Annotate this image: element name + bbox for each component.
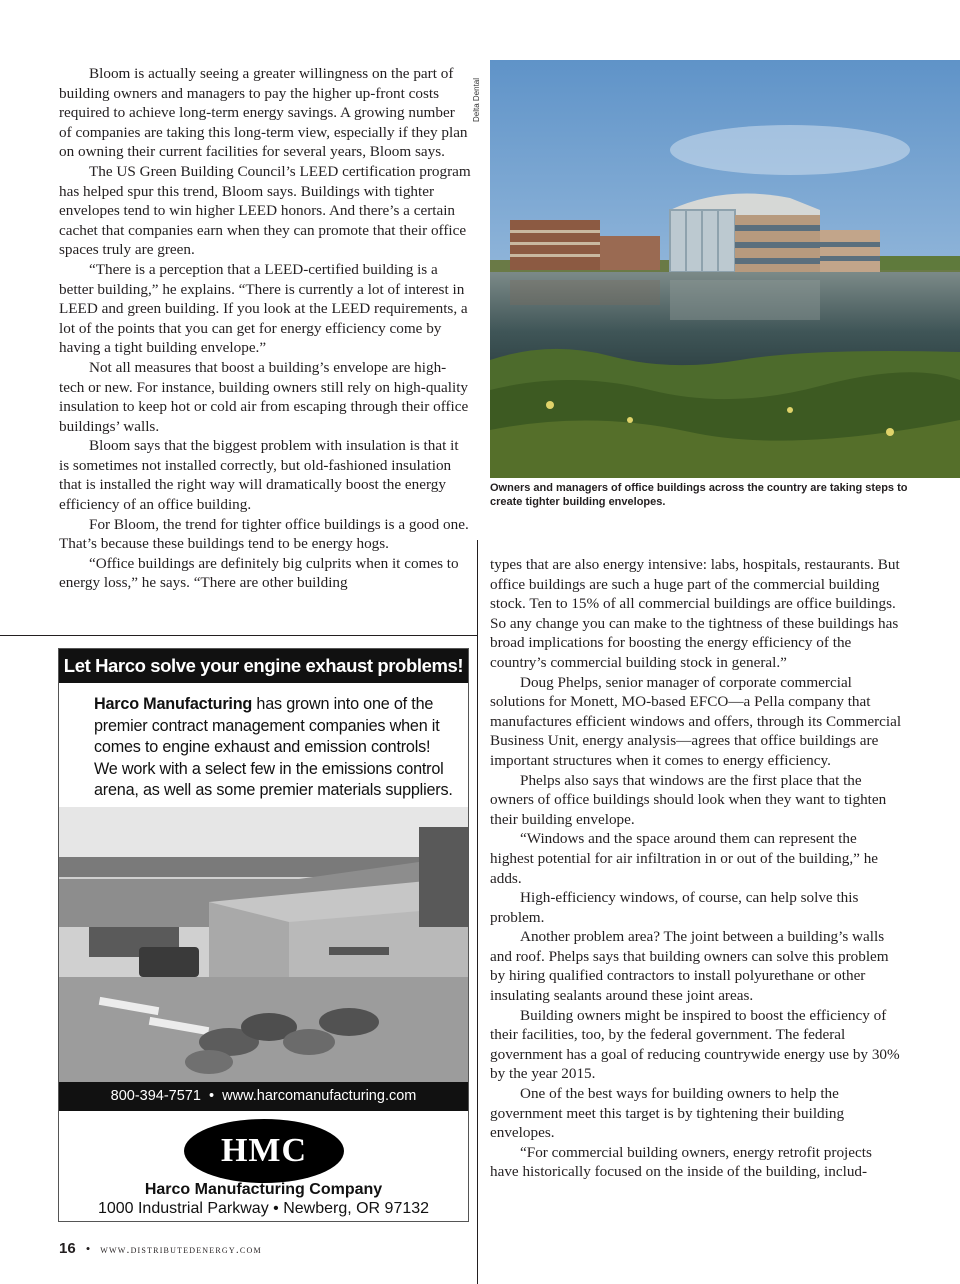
ad-website-link[interactable]: www.harcomanufacturing.com — [222, 1088, 417, 1104]
building-photo — [490, 60, 960, 478]
article-paragraph: Another problem area? The joint between a building’s walls and roof. Phelps says that building owners can solve this problem by hiring qualified contractors to install polyurethane or other insulating sealants around these joint areas. — [490, 928, 889, 1005]
article-right-column — [490, 555, 902, 1182]
article-paragraph: “There is a perception that a LEED-certified building is a better building,” he explains. “There is currently a lot of interest in LEED and green building. If you look at the LEED requirements, a lot of the points that you can get for energy efficiency come by having a tight building envelope.” — [59, 260, 468, 357]
section-divider — [0, 635, 478, 636]
article-paragraph: “For commercial building owners, energy retrofit projects have historically focused on the inside of the building, includ- — [490, 1143, 872, 1181]
ad-body-text — [94, 694, 454, 802]
ad-contact-bar — [59, 1082, 468, 1111]
article-paragraph: High-efficiency windows, of course, can help solve this problem. — [490, 889, 859, 926]
article-paragraph: Bloom is actually seeing a greater willingness on the part of building owners and managers to pay the higher up-front costs required to achieve long-term energy savings. A growing number of companies are taking this long-term view, especially if they plan on owning their current facilities for several years, Bloom says. — [59, 65, 468, 161]
article-paragraph: For Bloom, the trend for tighter office buildings is a good one. That’s because these buildings tend to be energy hogs. — [59, 515, 469, 553]
bullet-separator: • — [204, 1088, 219, 1104]
ad-address: 1000 Industrial Parkway • Newberg, OR 97132 — [97, 1200, 430, 1217]
article-paragraph: Building owners might be inspired to boost the efficiency of their facilities, too, by the federal government. The federal government has a goal of reducing countrywide energy use by 30% by the year 2015. — [490, 1006, 900, 1083]
article-paragraph: Phelps also says that windows are the first place that the owners of office buildings should look when they want to tighten their building envelope. — [490, 771, 887, 828]
ad-body-rest: has grown into one of the premier contract management companies when it comes to engine exhaust and emission controls! We work with a select few in the emissions control arena, as well as some premier materials suppliers. — [94, 695, 453, 799]
column-divider — [477, 540, 478, 1284]
footer-site-url: www.distributedenergy.com — [100, 1244, 262, 1256]
article-paragraph: “Windows and the space around them can represent the highest potential for air infiltration in or out of the building,” he adds. — [490, 830, 879, 887]
article-paragraph: “Office buildings are definitely big culprits when it comes to energy loss,” he says. “There are other building — [59, 554, 459, 592]
page-footer — [59, 1240, 262, 1260]
article-paragraph: Doug Phelps, senior manager of corporate commercial solutions for Monett, MO-based EFCO—a Pella company that manufactures efficient windows and offers, through its Commercial Business Unit, energy analysis—agrees that office buildings are important structures when it comes to energy efficiency. — [490, 673, 902, 769]
ad-phone: 800-394-7571 — [110, 1088, 201, 1104]
footer-bullet: • — [85, 1241, 91, 1256]
article-paragraph: Not all measures that boost a building’s envelope are high-tech or new. For instance, building owners still rely on high-quality insulation to keep hot or cold air from escaping through their office buildings’ walls. — [59, 358, 469, 435]
article-paragraph: Bloom says that the biggest problem with insulation is that it is sometimes not installed correctly, but old-fashioned insulation that is installed the right way will dramatically boost the energy efficiency of an office building. — [59, 437, 459, 514]
ad-company-bold: Harco Manufacturing — [94, 695, 253, 713]
hmc-logo: HMC — [184, 1119, 344, 1183]
harco-advertisement — [58, 648, 469, 1222]
article-left-column — [59, 64, 471, 593]
article-paragraph: One of the best ways for building owners to help the government meet this target is by tightening their building envelopes. — [490, 1085, 845, 1142]
article-paragraph: types that are also energy intensive: labs, hospitals, restaurants. But office buildings are such a huge part of the commercial building stock. Ten to 15% of all commercial buildings are office buildings. So any change you can make to the tightness of these buildings has broad implications for boosting the energy efficiency of the country’s commercial building stock in general.” — [490, 556, 900, 671]
ad-facility-photo — [59, 807, 468, 1082]
page-number: 16 — [59, 1240, 76, 1257]
photo-credit: Delta Dental — [472, 77, 481, 122]
photo-caption: Owners and managers of office buildings across the country are taking steps to create tighter building envelopes. — [490, 482, 908, 508]
ad-company-name: Harco Manufacturing Company — [144, 1181, 383, 1198]
article-paragraph: The US Green Building Council’s LEED certification program has helped spur this trend, Bloom says. Buildings with tighter envelopes tend to win higher LEED honors. And there’s a certain cachet that companies earn when they can promote that their office spaces truly are green. — [59, 162, 471, 259]
ad-headline: Let Harco solve your engine exhaust problems! — [59, 649, 468, 683]
